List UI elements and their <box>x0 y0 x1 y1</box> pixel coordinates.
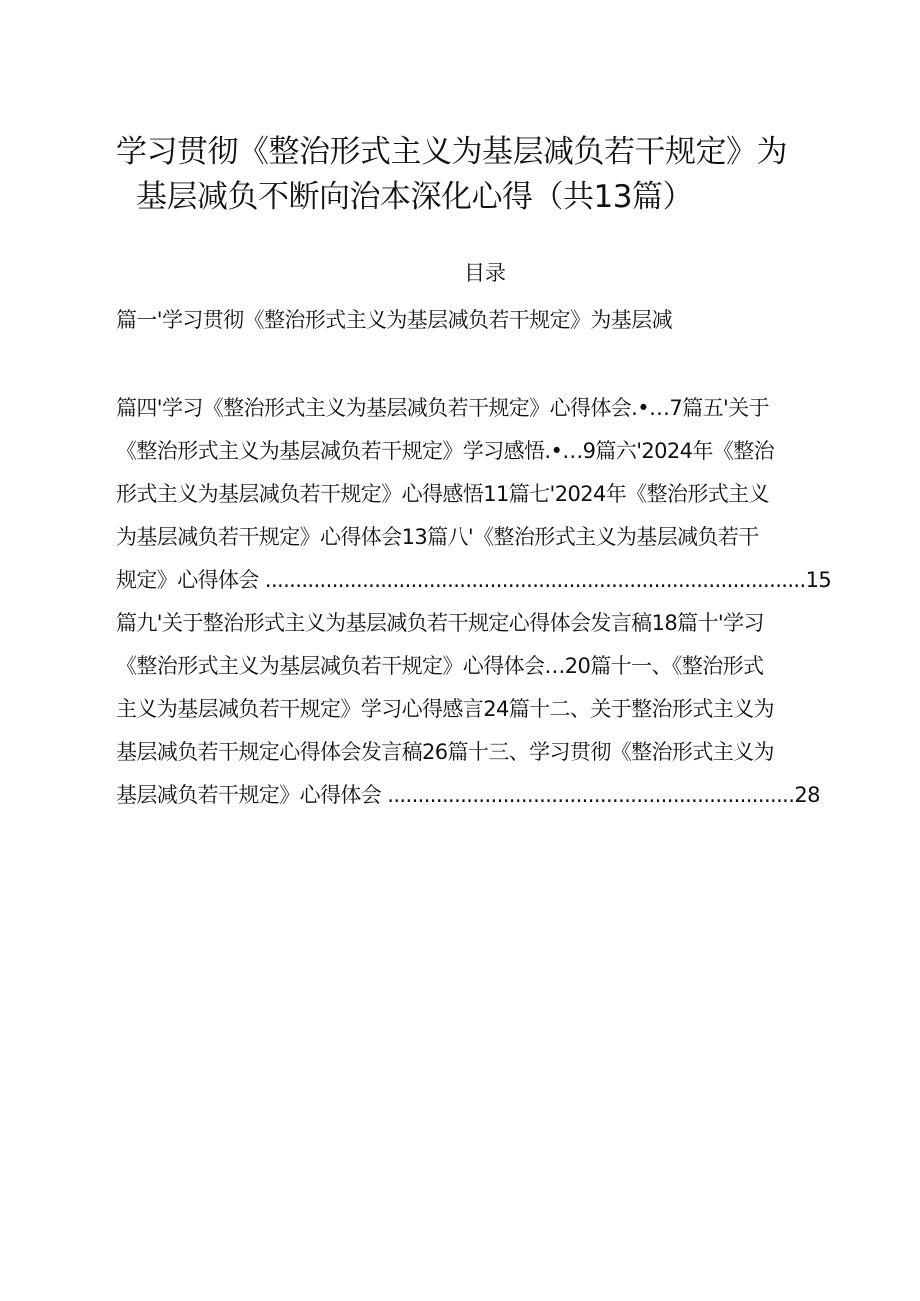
toc-line: 基层减负若干规定心得体会发言稿26篇十三、学习贯彻《整治形式主义为 <box>116 740 774 764</box>
toc-line: 规定》心得体会 .........................................................................................15 <box>116 568 832 592</box>
toc-line: 篇一'学习贯彻《整治形式主义为基层减负若干规定》为基层减 <box>116 308 672 332</box>
toc-line: 形式主义为基层减负若干规定》心得感悟11篇七'2024年《整治形式主义 <box>116 482 769 506</box>
document-title-line-1: 学习贯彻《整治形式主义为基层减负若干规定》为 <box>116 134 787 170</box>
toc-line: 《整治形式主义为基层减负若干规定》学习感悟.•…9篇六'2024年《整治 <box>116 439 775 463</box>
toc-line: 基层减负若干规定》心得体会 ...................................................................28 <box>116 783 820 807</box>
toc-line: 主义为基层减负若干规定》学习心得感言24篇十二、关于整治形式主义为 <box>116 697 774 721</box>
toc-line: 为基层减负若干规定》心得体会13篇八'《整治形式主义为基层减负若干 <box>116 525 759 549</box>
toc-line: 篇四'学习《整治形式主义为基层减负若干规定》心得体会.•…7篇五'关于 <box>116 396 769 420</box>
document-title-line-2: 基层减负不断向治本深化心得（共13篇） <box>136 179 693 215</box>
toc-line: 篇九'关于整治形式主义为基层减负若干规定心得体会发言稿18篇十'学习 <box>116 611 764 635</box>
toc-line: 《整治形式主义为基层减负若干规定》心得体会…20篇十一、《整治形式 <box>116 654 764 678</box>
toc-heading: 目录 <box>464 261 506 285</box>
